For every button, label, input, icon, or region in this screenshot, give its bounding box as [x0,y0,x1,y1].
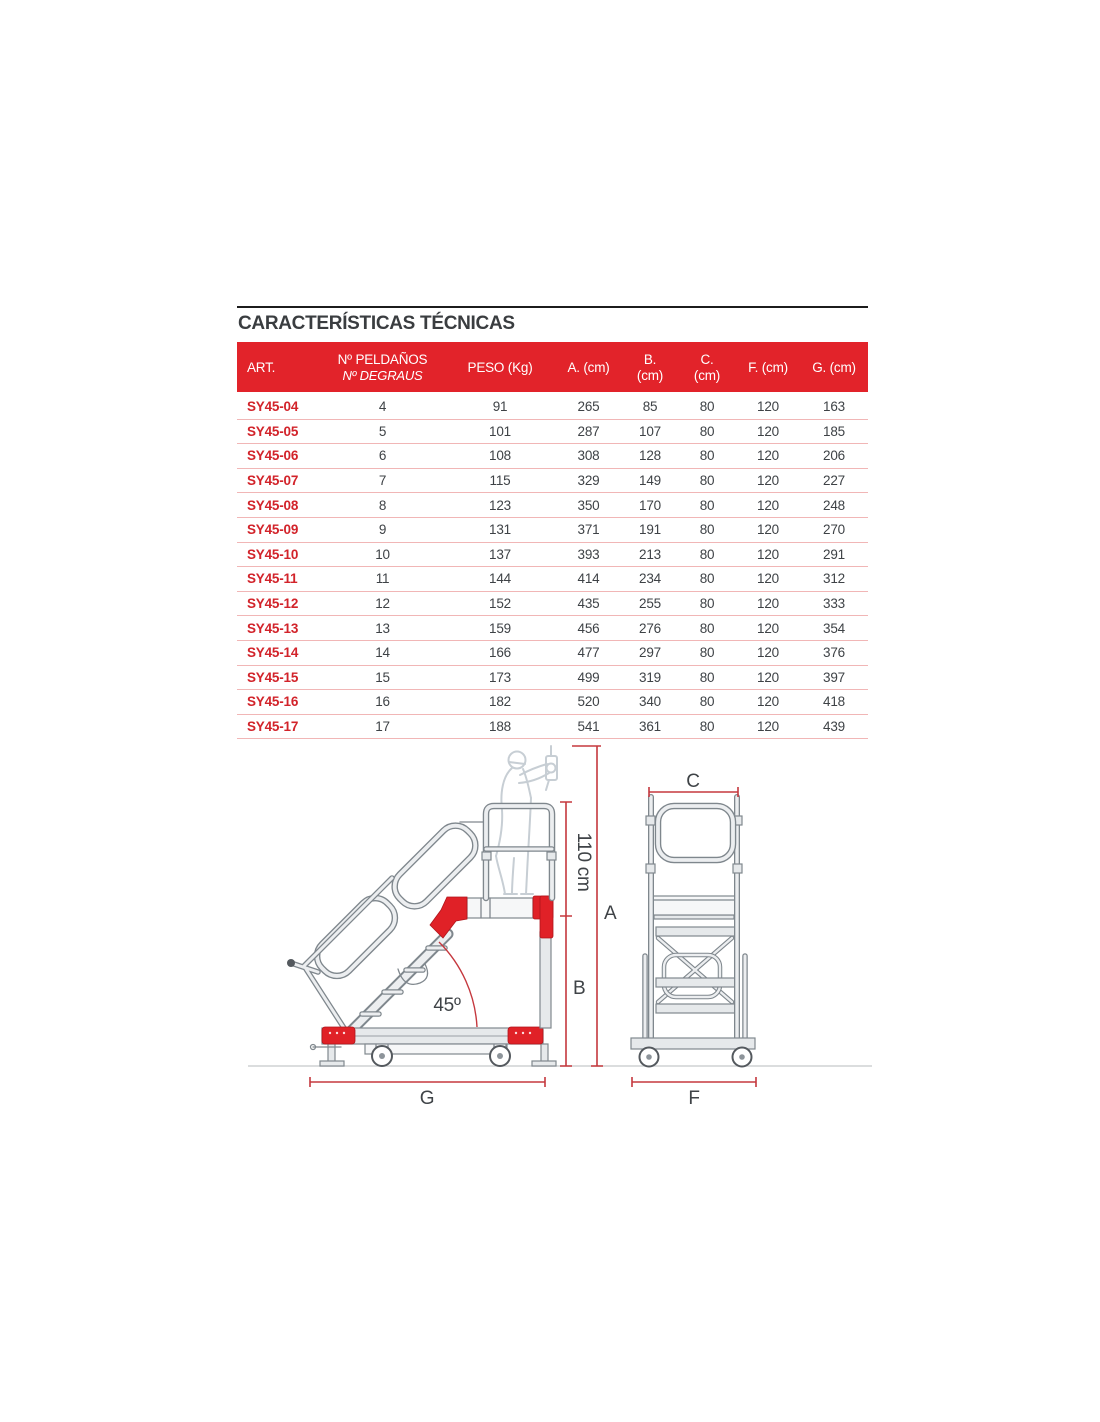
cell-a: 265 [555,394,622,420]
cell-peso: 188 [445,714,555,739]
col-header-steps [320,342,445,394]
table-row [237,493,868,518]
cell-steps: 13 [320,616,445,641]
cell-steps: 15 [320,665,445,690]
cell-peso: 152 [445,591,555,616]
cell-b: 340 [622,690,678,715]
col-header-f: F. (cm) [736,342,800,394]
cell-c: 80 [678,665,736,690]
cell-peso: 115 [445,468,555,493]
cell-peso: 123 [445,493,555,518]
cell-f: 120 [736,640,800,665]
col-header-steps-sub: Nº DEGRAUS [342,367,423,383]
cell-b: 149 [622,468,678,493]
cell-peso: 91 [445,394,555,420]
table-row [237,665,868,690]
dim-label-g: G [419,1088,435,1109]
cell-a: 456 [555,616,622,641]
front-view [631,797,755,1067]
cell-steps: 11 [320,567,445,592]
cell-steps: 9 [320,517,445,542]
cell-f: 120 [736,591,800,616]
cell-f: 120 [736,493,800,518]
cell-g: 227 [800,468,868,493]
cell-b: 234 [622,567,678,592]
front-caster-right [733,1048,752,1067]
rail-clamp [482,852,491,860]
col-header-peso: PESO (Kg) [445,342,555,394]
cell-steps: 14 [320,640,445,665]
table-header-row [237,342,868,394]
table-body [237,394,868,739]
cell-peso: 131 [445,517,555,542]
cell-a: 477 [555,640,622,665]
cell-peso: 173 [445,665,555,690]
col-header-art [237,342,320,394]
cell-c: 80 [678,419,736,444]
cell-g: 439 [800,714,868,739]
cell-g: 206 [800,444,868,469]
cell-steps: 6 [320,444,445,469]
cell-b: 128 [622,444,678,469]
table-row [237,567,868,592]
post-red-top [540,896,553,938]
cell-g: 418 [800,690,868,715]
cell-c: 80 [678,690,736,715]
cell-peso: 101 [445,419,555,444]
cell-g: 376 [800,640,868,665]
cell-c: 80 [678,517,736,542]
dim-label-f: F [688,1088,700,1109]
cell-a: 414 [555,567,622,592]
col-header-b [622,342,678,394]
dim-label-c: C [686,771,700,792]
table-row [237,542,868,567]
cell-b: 276 [622,616,678,641]
rear-post [540,932,551,1028]
cell-c: 80 [678,542,736,567]
cell-a: 435 [555,591,622,616]
cell-b: 319 [622,665,678,690]
dim-label-110cm: 110 cm [573,832,594,892]
cell-c: 80 [678,616,736,641]
cell-c: 80 [678,444,736,469]
post-clamp [646,864,655,873]
side-view [287,806,556,1066]
front-platform [653,896,739,915]
table-row [237,468,868,493]
front-step [656,978,736,987]
cell-c: 80 [678,714,736,739]
caster-left [372,1045,392,1066]
cell-peso: 182 [445,690,555,715]
cell-a: 520 [555,690,622,715]
base-red-left [322,1027,355,1044]
cell-art: SY45-06 [237,444,320,469]
table-row [237,444,868,469]
worker-figure [496,746,557,894]
cell-b: 213 [622,542,678,567]
cell-f: 120 [736,468,800,493]
cell-f: 120 [736,616,800,641]
caster-right [490,1045,510,1066]
leveling-foot-left [311,1044,345,1066]
cell-steps: 16 [320,690,445,715]
table-row [237,394,868,420]
col-header-g: G. (cm) [800,342,868,394]
cell-f: 120 [736,444,800,469]
cell-steps: 8 [320,493,445,518]
col-header-c-line1: C. [700,351,714,367]
platform-side [467,898,533,918]
col-header-c-line2: (cm) [693,367,721,383]
cell-f: 120 [736,517,800,542]
cell-steps: 17 [320,714,445,739]
cell-peso: 108 [445,444,555,469]
col-header-b-line1: B. [643,351,657,367]
front-step [656,1004,736,1013]
cell-peso: 144 [445,567,555,592]
col-header-steps-main: Nº PELDAÑOS [337,351,428,367]
cell-art: SY45-10 [237,542,320,567]
cell-f: 120 [736,714,800,739]
cell-g: 312 [800,567,868,592]
table-row [237,714,868,739]
cell-a: 329 [555,468,622,493]
angle-label: 45º [433,995,461,1016]
cell-g: 291 [800,542,868,567]
cell-g: 185 [800,419,868,444]
cell-a: 541 [555,714,622,739]
cell-g: 354 [800,616,868,641]
cell-b: 85 [622,394,678,420]
cell-a: 393 [555,542,622,567]
col-header-art-label: ART. [247,359,276,375]
table-row [237,419,868,444]
base-red-right [508,1027,543,1044]
table-row [237,640,868,665]
cell-b: 191 [622,517,678,542]
cell-f: 120 [736,690,800,715]
handle-end-cap [287,959,295,967]
cell-steps: 5 [320,419,445,444]
cell-a: 308 [555,444,622,469]
cell-g: 333 [800,591,868,616]
page-title: CARACTERÍSTICAS TÉCNICAS [238,313,515,334]
top-rule [237,306,868,308]
rail-clamp [547,852,556,860]
cell-b: 255 [622,591,678,616]
cell-b: 170 [622,493,678,518]
table-row [237,616,868,641]
col-header-c [678,342,736,394]
cell-c: 80 [678,468,736,493]
post-clamp [646,816,655,825]
cell-steps: 10 [320,542,445,567]
cell-a: 287 [555,419,622,444]
cell-art: SY45-08 [237,493,320,518]
cell-c: 80 [678,493,736,518]
front-caster-left [640,1048,659,1067]
spec-table [237,342,868,739]
cell-f: 120 [736,567,800,592]
cell-f: 120 [736,394,800,420]
cell-steps: 12 [320,591,445,616]
table-row [237,517,868,542]
cell-art: SY45-17 [237,714,320,739]
cell-peso: 166 [445,640,555,665]
cell-c: 80 [678,394,736,420]
cell-art: SY45-15 [237,665,320,690]
specs-section [237,306,868,739]
cell-g: 270 [800,517,868,542]
cell-a: 350 [555,493,622,518]
cell-f: 120 [736,542,800,567]
front-step [656,927,736,936]
col-header-a: A. (cm) [555,342,622,394]
ladder-drawing [230,738,890,1128]
cell-f: 120 [736,419,800,444]
leveling-foot-right [532,1044,556,1066]
dim-label-b: B [573,978,586,999]
cell-a: 371 [555,517,622,542]
cell-art: SY45-12 [237,591,320,616]
cell-g: 248 [800,493,868,518]
cell-art: SY45-11 [237,567,320,592]
cell-g: 397 [800,665,868,690]
cell-art: SY45-04 [237,394,320,420]
cell-steps: 4 [320,394,445,420]
cell-a: 499 [555,665,622,690]
cell-b: 361 [622,714,678,739]
cell-art: SY45-07 [237,468,320,493]
dim-label-a: A [604,903,617,924]
col-header-b-line2: (cm) [636,367,664,383]
cell-art: SY45-05 [237,419,320,444]
cell-c: 80 [678,591,736,616]
cell-g: 163 [800,394,868,420]
cell-art: SY45-09 [237,517,320,542]
table-row [237,690,868,715]
cell-steps: 7 [320,468,445,493]
cell-b: 297 [622,640,678,665]
cell-art: SY45-13 [237,616,320,641]
cell-peso: 159 [445,616,555,641]
post-clamp [733,864,742,873]
cell-f: 120 [736,665,800,690]
cell-peso: 137 [445,542,555,567]
cell-b: 107 [622,419,678,444]
table-row [237,591,868,616]
cell-art: SY45-14 [237,640,320,665]
cell-art: SY45-16 [237,690,320,715]
cell-c: 80 [678,640,736,665]
cell-c: 80 [678,567,736,592]
technical-diagram [230,738,890,1128]
